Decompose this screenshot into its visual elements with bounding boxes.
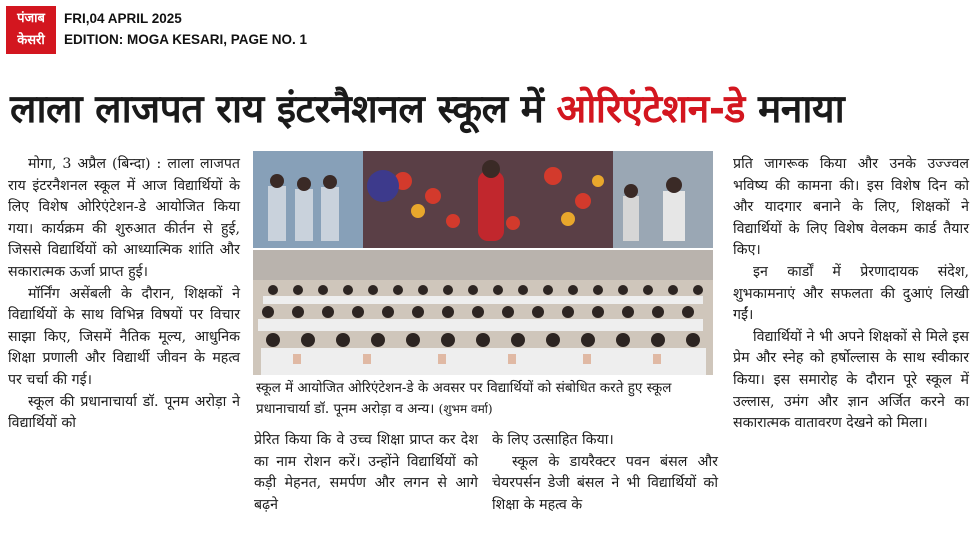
paragraph: प्रति जागरूक किया और उनके उज्ज्वल भविष्य की कामना की। इस विशेष दिन को और यादगार बनाने के लिए, शिक्षकों ने विद्यार्थियों के लिए विशेष वेलकम कार्ड तैयार किए। — [733, 156, 969, 259]
paragraph: के लिए उत्साहित किया। — [492, 432, 614, 448]
headline-highlight: ओरिएंटेशन-डे — [556, 87, 745, 132]
paragraph: प्रेरित किया कि वे उच्च शिक्षा प्राप्त कर देश का नाम रोशन करें। उन्होंने विद्यार्थियों को कड़ी मेहनत, समर्पण और लगन से आगे बढ़ने — [254, 432, 478, 513]
paragraph: मॉर्निंग असेंबली के दौरान, शिक्षकों ने विद्यार्थियों के साथ विभिन्न विषयों पर विचार साझा किए, जिसमें नैतिक मूल्य, आधुनिक शिक्षा प्रणाली और विद्यार्थी जीवन के महत्व पर चर्चा की गई। — [8, 285, 240, 388]
edition-line: EDITION: MOGA KESARI, PAGE NO. 1 — [64, 32, 308, 47]
headline-main: लाला लाजपत राय इंटरनैशनल स्कूल में — [10, 87, 544, 132]
paragraph: स्कूल की प्रधानाचार्या डॉ. पूनम अरोड़ा ने विद्यार्थियों को — [8, 393, 240, 432]
logo-line-2: केसरी — [17, 33, 45, 48]
stage-photo — [253, 151, 713, 248]
assembly-photo — [253, 250, 713, 375]
paragraph: विद्यार्थियों ने भी अपने शिक्षकों से मिले इस प्रेम और स्नेह को हर्षोल्लास के साथ स्वीकार किया। इस समारोह के दौरान पूरे स्कूल में उल्लास, उमंग और ज्ञान अर्जित करने का सकारात्मक वातावरण देखने को मिला। — [733, 328, 969, 432]
paragraph: स्कूल के डायरैक्टर पवन बंसल और चेयरपर्सन डेजी बंसल ने भी विद्यार्थियों को शिक्षा के महत्व के — [492, 453, 718, 513]
photo-caption — [256, 378, 714, 420]
caption-text: स्कूल में आयोजित ओरिएंटेशन-डे के अवसर पर विद्यार्थियों को संबोधित करते हुए स्कूल प्रधानाचार्या डॉ. पूनम अरोड़ा व अन्य। — [256, 380, 672, 417]
article-column-4 — [733, 154, 969, 435]
headline-end: मनाया — [757, 87, 845, 132]
punjab-kesari-logo — [6, 6, 56, 54]
article-headline — [10, 84, 970, 136]
article-column-2 — [254, 430, 478, 516]
publication-date: FRI,04 APRIL 2025 — [64, 11, 182, 26]
article-column-1 — [8, 154, 240, 435]
edition-info — [64, 8, 307, 50]
paragraph: मोगा, 3 अप्रैल (बिन्दा) : लाला लाजपत राय इंटरनैशनल स्कूल में आज विद्यार्थियों के लिए विशेष ओरिएंटेशन-डे आयोजित किया गया। कार्यक्रम की शुरुआत कीर्तन से हुई, जिससे विद्यार्थियों को आध्यात्मिक शांति और सकारात्मक ऊर्जा प्राप्त हुई। — [8, 156, 240, 280]
photo-credit: (शुभम वर्मा) — [438, 402, 493, 416]
logo-line-1: पंजाब — [17, 11, 45, 26]
paragraph: इन कार्डों में प्रेरणादायक संदेश, शुभकामनाएं और सफलता की दुआएं लिखी गईं। — [733, 263, 969, 324]
article-column-3 — [492, 430, 718, 516]
